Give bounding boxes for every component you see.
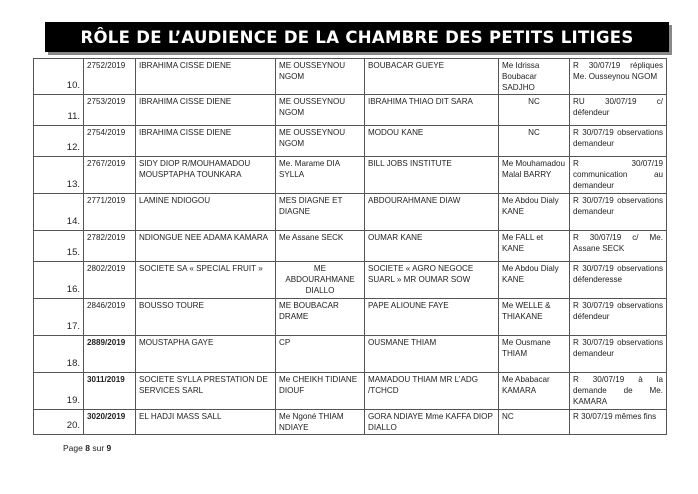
- page-number: [63, 443, 111, 453]
- table-row: [34, 126, 667, 157]
- table-row: [34, 336, 667, 373]
- plaintiff-lawyer: MES DIAGNE ET DIAGNE: [276, 194, 365, 231]
- row-number: 15.: [34, 231, 84, 262]
- plaintiff-name: MOUSTAPHA GAYE: [136, 336, 276, 373]
- defendant-lawyer: Me WELLE & THIAKANE: [499, 299, 570, 336]
- table-body: [34, 59, 667, 435]
- title-banner: [45, 22, 669, 52]
- defendant-name: BOUBACAR GUEYE: [365, 59, 499, 95]
- defendant-name: GORA NDIAYE Mme KAFFA DIOP DIALLO: [365, 410, 499, 435]
- defendant-name: OUSMANE THIAM: [365, 336, 499, 373]
- hearing-decision: R 30/07/19 répliques Me. Ousseynou NGOM: [570, 59, 667, 95]
- hearing-decision: R 30/07/19 communication au demandeur: [570, 157, 667, 194]
- defendant-name: BILL JOBS INSTITUTE: [365, 157, 499, 194]
- plaintiff-name: EL HADJI MASS SALL: [136, 410, 276, 435]
- table-row: [34, 231, 667, 262]
- row-number: 19.: [34, 373, 84, 410]
- defendant-name: SOCIETE « AGRO NEGOCE SUARL » MR OUMAR SOW: [365, 262, 499, 299]
- table-row: [34, 373, 667, 410]
- case-number: 2771/2019: [84, 194, 136, 231]
- case-number: 2889/2019: [84, 336, 136, 373]
- hearing-decision: R 30/07/19 à la demande de Me. KAMARA: [570, 373, 667, 410]
- table-row: [34, 95, 667, 126]
- page-label: Page: [63, 443, 83, 453]
- plaintiff-name: LAMINE NDIOGOU: [136, 194, 276, 231]
- row-number: 11.: [34, 95, 84, 126]
- row-number: 20.: [34, 410, 84, 435]
- plaintiff-lawyer: Me. Marame DIA SYLLA: [276, 157, 365, 194]
- plaintiff-name: SOCIETE SYLLA PRESTATION DE SERVICES SARL: [136, 373, 276, 410]
- hearing-decision: R 30/07/19 observations défenderesse: [570, 262, 667, 299]
- plaintiff-lawyer: ME OUSSEYNOU NGOM: [276, 59, 365, 95]
- plaintiff-lawyer: ME ABDOURAHMANE DIALLO: [276, 262, 365, 299]
- defendant-name: PAPE ALIOUNE FAYE: [365, 299, 499, 336]
- total-pages: 9: [106, 443, 112, 453]
- defendant-lawyer: Me Ousmane THIAM: [499, 336, 570, 373]
- page-title: RÔLE DE L’AUDIENCE DE LA CHAMBRE DES PETITS LITIGES: [80, 27, 634, 47]
- row-number: 10.: [34, 59, 84, 95]
- table-row: [34, 59, 667, 95]
- row-number: 17.: [34, 299, 84, 336]
- case-number: 3020/2019: [84, 410, 136, 435]
- case-number: 2752/2019: [84, 59, 136, 95]
- defendant-lawyer: NC: [499, 410, 570, 435]
- defendant-lawyer: Me Abdou Dialy KANE: [499, 262, 570, 299]
- defendant-lawyer: Me Mouhamadou Malal BARRY: [499, 157, 570, 194]
- defendant-name: OUMAR KANE: [365, 231, 499, 262]
- row-number: 18.: [34, 336, 84, 373]
- case-number: 2846/2019: [84, 299, 136, 336]
- hearing-decision: R 30/07/19 observations défendeur: [570, 299, 667, 336]
- case-number: 2767/2019: [84, 157, 136, 194]
- defendant-lawyer: Me Abdou Dialy KANE: [499, 194, 570, 231]
- plaintiff-lawyer: Me Ngoné THIAM NDIAYE: [276, 410, 365, 435]
- case-number: 2802/2019: [84, 262, 136, 299]
- defendant-lawyer: NC: [499, 126, 570, 157]
- row-number: 16.: [34, 262, 84, 299]
- row-number: 13.: [34, 157, 84, 194]
- defendant-lawyer: Me Idrissa Boubacar SADJHO: [499, 59, 570, 95]
- hearing-decision: R 30/07/19 observations demandeur: [570, 126, 667, 157]
- defendant-lawyer: Me FALL et KANE: [499, 231, 570, 262]
- plaintiff-lawyer: ME BOUBACAR DRAME: [276, 299, 365, 336]
- plaintiff-lawyer: Me Assane SECK: [276, 231, 365, 262]
- defendant-name: MAMADOU THIAM MR L’ADG /TCHCD: [365, 373, 499, 410]
- defendant-name: MODOU KANE: [365, 126, 499, 157]
- defendant-name: ABDOURAHMANE DIAW: [365, 194, 499, 231]
- table-row: [34, 157, 667, 194]
- plaintiff-name: BOUSSO TOURE: [136, 299, 276, 336]
- plaintiff-lawyer: Me CHEIKH TIDIANE DIOUF: [276, 373, 365, 410]
- plaintiff-lawyer: CP: [276, 336, 365, 373]
- defendant-name: IBRAHIMA THIAO DIT SARA: [365, 95, 499, 126]
- plaintiff-name: SOCIETE SA « SPECIAL FRUIT »: [136, 262, 276, 299]
- plaintiff-name: NDIONGUE NEE ADAMA KAMARA: [136, 231, 276, 262]
- case-number: 2753/2019: [84, 95, 136, 126]
- plaintiff-lawyer: ME OUSSEYNOU NGOM: [276, 95, 365, 126]
- plaintiff-name: IBRAHIMA CISSE DIENE: [136, 126, 276, 157]
- case-number: 2754/2019: [84, 126, 136, 157]
- plaintiff-name: SIDY DIOP R/MOUHAMADOU MOUSPTAPHA TOUNKARA: [136, 157, 276, 194]
- table-row: [34, 410, 667, 435]
- hearing-decision: R 30/07/19 observations demandeur: [570, 194, 667, 231]
- table-row: [34, 194, 667, 231]
- defendant-lawyer: NC: [499, 95, 570, 126]
- table-row: [34, 299, 667, 336]
- case-number: 2782/2019: [84, 231, 136, 262]
- current-page: 8: [85, 443, 90, 453]
- plaintiff-name: IBRAHIMA CISSE DIENE: [136, 59, 276, 95]
- row-number: 14.: [34, 194, 84, 231]
- hearing-decision: R 30/07/19 c/ Me. Assane SECK: [570, 231, 667, 262]
- audience-table: [33, 58, 667, 435]
- table-row: [34, 262, 667, 299]
- case-number: 3011/2019: [84, 373, 136, 410]
- hearing-decision: R 30/07/19 observations demandeur: [570, 336, 667, 373]
- hearing-decision: R 30/07/19 mêmes fins: [570, 410, 667, 435]
- plaintiff-name: IBRAHIMA CISSE DIENE: [136, 95, 276, 126]
- row-number: 12.: [34, 126, 84, 157]
- defendant-lawyer: Me Ababacar KAMARA: [499, 373, 570, 410]
- plaintiff-lawyer: ME OUSSEYNOU NGOM: [276, 126, 365, 157]
- page-separator: sur: [92, 443, 105, 453]
- hearing-decision: RU 30/07/19 c/ défendeur: [570, 95, 667, 126]
